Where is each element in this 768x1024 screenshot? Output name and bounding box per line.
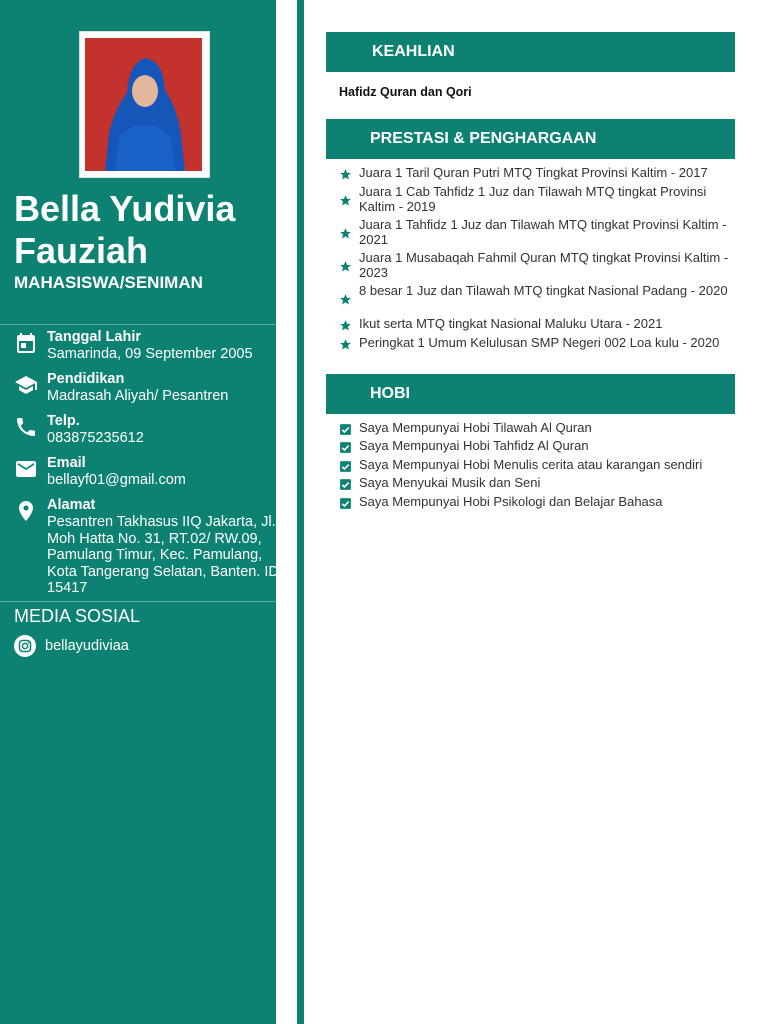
list-item xyxy=(339,336,737,351)
sidebar xyxy=(0,0,279,1024)
phone-icon xyxy=(14,415,38,439)
checkbox-checked-icon xyxy=(339,441,352,454)
star-icon xyxy=(339,319,352,332)
job-title: MAHASISWA/SENIMAN xyxy=(14,273,203,292)
star-icon xyxy=(339,338,352,351)
contact-label: Telp. xyxy=(47,413,80,429)
contact-label: Tanggal Lahir xyxy=(47,329,141,345)
achievement-text: 8 besar 1 Juz dan Tilawah MTQ tingkat Nasional Padang - 2020 xyxy=(359,283,728,298)
checkbox-checked-icon xyxy=(339,478,352,491)
list-item xyxy=(339,218,737,247)
list-item xyxy=(339,185,737,214)
star-icon xyxy=(339,168,352,181)
list-item xyxy=(339,251,737,280)
star-icon xyxy=(339,194,352,207)
contact-value: Samarinda, 09 September 2005 xyxy=(47,346,253,362)
checkbox-checked-icon xyxy=(339,423,352,436)
hobby-text: Saya Menyukai Musik dan Seni xyxy=(359,475,541,490)
achievement-text: Ikut serta MTQ tingkat Nasional Maluku Utara - 2021 xyxy=(359,316,663,331)
divider xyxy=(0,324,276,325)
list-item xyxy=(339,317,737,332)
instagram-icon[interactable] xyxy=(14,635,36,657)
achievements-header: PRESTASI & PENGHARGAAN xyxy=(326,119,735,159)
achievement-text: Juara 1 Cab Tahfidz 1 Juz dan Tilawah MTQ tingkat Provinsi Kaltim - 2019 xyxy=(359,184,707,214)
accent-stripe xyxy=(297,0,304,1024)
list-item xyxy=(339,284,737,299)
contact-value: Madrasah Aliyah/ Pesantren xyxy=(47,388,229,404)
instagram-handle[interactable]: bellayudiviaa xyxy=(45,638,129,654)
achievement-text: Peringkat 1 Umum Kelulusan SMP Negeri 002 Loa kulu - 2020 xyxy=(359,335,720,350)
achievement-text: Juara 1 Taril Quran Putri MTQ Tingkat Provinsi Kaltim - 2017 xyxy=(359,165,708,180)
list-item xyxy=(339,476,737,491)
contact-label: Alamat xyxy=(47,497,96,513)
hobby-text: Saya Mempunyai Hobi Tilawah Al Quran xyxy=(359,420,592,435)
hobbies-header: HOBI xyxy=(326,374,735,414)
list-item xyxy=(339,166,737,181)
list-item xyxy=(339,458,737,473)
social-media-title: MEDIA SOSIAL xyxy=(14,606,141,626)
contact-value: bellayf01@gmail.com xyxy=(47,472,186,488)
contact-label: Pendidikan xyxy=(47,371,125,387)
checkbox-checked-icon xyxy=(339,460,352,473)
location-pin-icon xyxy=(14,499,38,523)
star-icon xyxy=(339,227,352,240)
contact-label: Email xyxy=(47,455,86,471)
list-item xyxy=(339,421,737,436)
graduation-cap-icon xyxy=(14,373,38,397)
list-item xyxy=(339,495,737,510)
star-icon xyxy=(339,260,352,273)
achievement-text: Juara 1 Musabaqah Fahmil Quran MTQ tingkat Provinsi Kaltim - 2023 xyxy=(359,250,729,280)
hobby-text: Saya Mempunyai Hobi Psikologi dan Belajar Bahasa xyxy=(359,494,663,509)
full-name: Bella Yudivia Fauziah xyxy=(14,188,236,271)
achievement-text: Juara 1 Tahfidz 1 Juz dan Tilawah MTQ tingkat Provinsi Kaltim - 2021 xyxy=(359,217,727,247)
checkbox-checked-icon xyxy=(339,497,352,510)
email-icon xyxy=(14,457,38,481)
calendar-icon xyxy=(14,331,38,355)
profile-photo-frame xyxy=(79,31,210,178)
profile-photo xyxy=(85,38,202,171)
star-icon xyxy=(339,293,352,306)
hobby-text: Saya Mempunyai Hobi Tahfidz Al Quran xyxy=(359,438,589,453)
hobby-text: Saya Mempunyai Hobi Menulis cerita atau karangan sendiri xyxy=(359,457,703,472)
contact-value: Pesantren Takhasus IIQ Jakarta, Jl. Moh Hatta No. 31, RT.02/ RW.09, Pamulang Timur, Kec. Pamulang, Kota Tangerang Selatan, Banten. ID 15417 xyxy=(47,514,279,597)
skills-text: Hafidz Quran dan Qori xyxy=(339,85,472,99)
list-item xyxy=(339,439,737,454)
skills-header: KEAHLIAN xyxy=(326,32,735,72)
divider xyxy=(0,601,276,602)
contact-value: 083875235612 xyxy=(47,430,144,446)
